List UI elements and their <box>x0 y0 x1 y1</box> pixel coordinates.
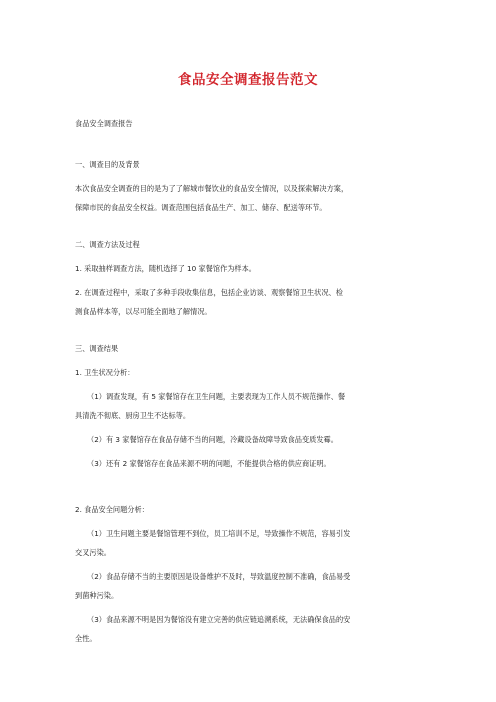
section-heading-results: 三、调查结果 <box>75 344 119 353</box>
paragraph-line: 全性。 <box>75 634 97 643</box>
paragraph-line: （2）有 3 家餐馆存在食品存储不当的问题，冷藏设备故障导致食品变质发霉。 <box>87 435 338 444</box>
paragraph-line: 保障市民的食品安全权益。调查范围包括食品生产、加工、储存、配送等环节。 <box>75 203 327 212</box>
subsection-heading: 1. 卫生状况分析： <box>75 368 135 377</box>
paragraph-line: 2. 在调查过程中，采取了多种手段收集信息，包括企业访谈、观察餐馆卫生状况、检 <box>75 288 343 297</box>
paragraph-line: 具清洗不彻底、厨房卫生不达标等。 <box>75 411 191 420</box>
section-heading-method: 二、调查方法及过程 <box>75 240 140 249</box>
paragraph-line: 1. 采取抽样调查方法，随机选择了 10 家餐馆作为样本。 <box>75 264 256 273</box>
paragraph-line: （1）卫生问题主要是餐馆管理不到位，员工培训不足，导致操作不规范，容易引发 <box>87 529 351 538</box>
document-subtitle: 食品安全调查报告 <box>75 119 133 128</box>
document-title: 食品安全调查报告范文 <box>178 72 318 88</box>
paragraph-line: 到菌种污染。 <box>75 591 119 600</box>
paragraph-line: 交叉污染。 <box>75 548 111 557</box>
paragraph-line: （3）还有 2 家餐馆存在食品来源不明的问题，不能提供合格的供应商证明。 <box>87 459 331 468</box>
paragraph-line: 本次食品安全调查的目的是为了了解城市餐饮业的食品安全情况，以及探索解决方案， <box>75 184 349 193</box>
subsection-heading: 2. 食品安全问题分析： <box>75 505 149 514</box>
paragraph-line: 测食品样本等，以尽可能全面地了解情况。 <box>75 307 212 316</box>
paragraph-line: （2）食品存储不当的主要原因是设备维护不及时，导致温度控制不准确，食品易受 <box>87 572 351 581</box>
section-heading-purpose: 一、调查目的及背景 <box>75 160 140 169</box>
paragraph-line: （3）食品来源不明是因为餐馆没有建立完善的供应链追溯系统，无法确保食品的安 <box>87 615 351 624</box>
paragraph-line: （1）调查发现，有 5 家餐馆存在卫生问题，主要表现为工作人员不规范操作、餐 <box>87 392 346 401</box>
